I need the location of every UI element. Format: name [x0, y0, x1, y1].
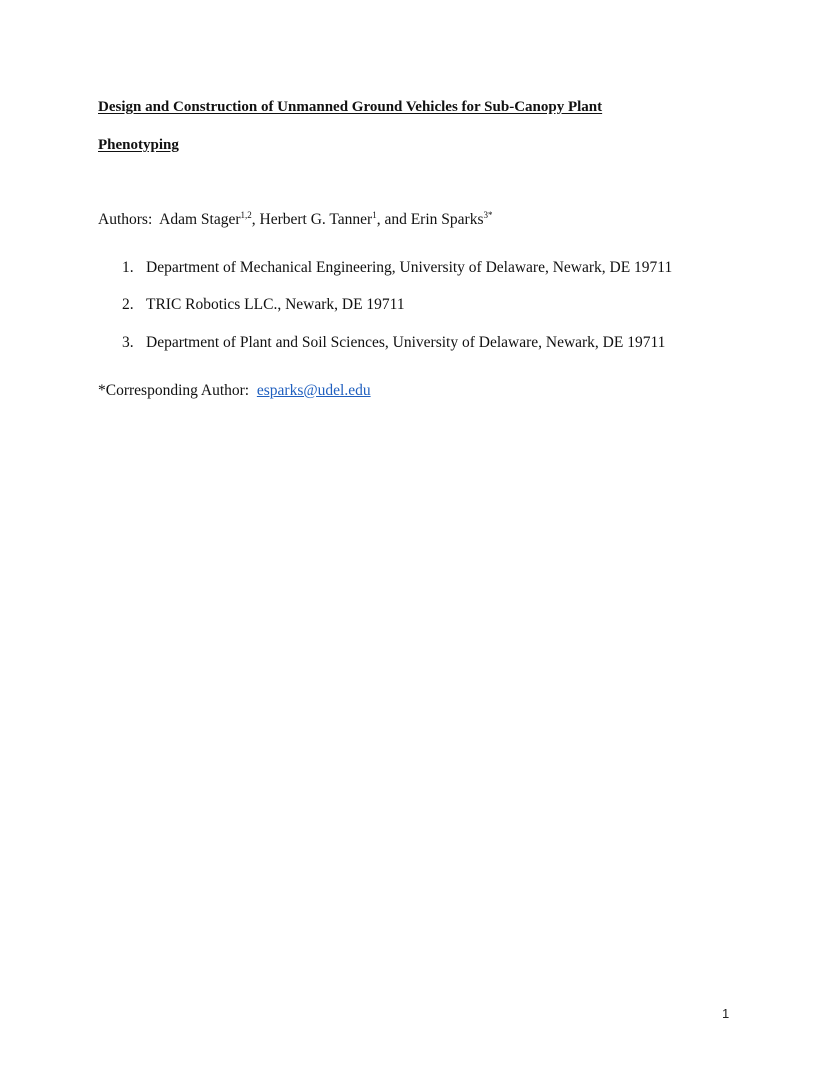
author-affil-3: 3* [483, 209, 493, 220]
author-affil-2: 1 [372, 209, 377, 220]
affiliation-item [122, 334, 665, 352]
author-separator-2: , and [376, 211, 407, 228]
affiliation-text: Department of Mechanical Engineering, University of Delaware, Newark, DE 19711 [146, 259, 673, 276]
author-name-3: Erin Sparks [410, 211, 484, 228]
author-affil-1: 1,2 [240, 209, 252, 220]
affiliation-text: Department of Plant and Soil Sciences, University of Delaware, Newark, DE 19711 [146, 334, 666, 351]
author-name-2: Herbert G. Tanner [259, 211, 373, 228]
authors-line [98, 211, 492, 229]
paper-title-line-2: Phenotyping [98, 137, 179, 153]
author-separator-1: , [251, 211, 256, 228]
affiliation-item [122, 296, 405, 314]
corresponding-email-link[interactable]: esparks@udel.edu [256, 382, 371, 399]
affiliation-item [122, 259, 672, 277]
page-number: 1 [722, 1006, 730, 1021]
authors-label: Authors: [98, 211, 153, 228]
corresponding-label: *Corresponding Author: [98, 382, 250, 399]
affiliation-number: 2. [122, 296, 134, 313]
affiliation-number: 1. [122, 259, 134, 276]
author-name-1: Adam Stager [159, 211, 241, 228]
corresponding-author [98, 382, 371, 400]
paper-title-line-1: Design and Construction of Unmanned Ground Vehicles for Sub-Canopy Plant [98, 99, 603, 115]
affiliation-number: 3. [122, 334, 134, 351]
affiliation-text: TRIC Robotics LLC., Newark, DE 19711 [146, 296, 405, 313]
